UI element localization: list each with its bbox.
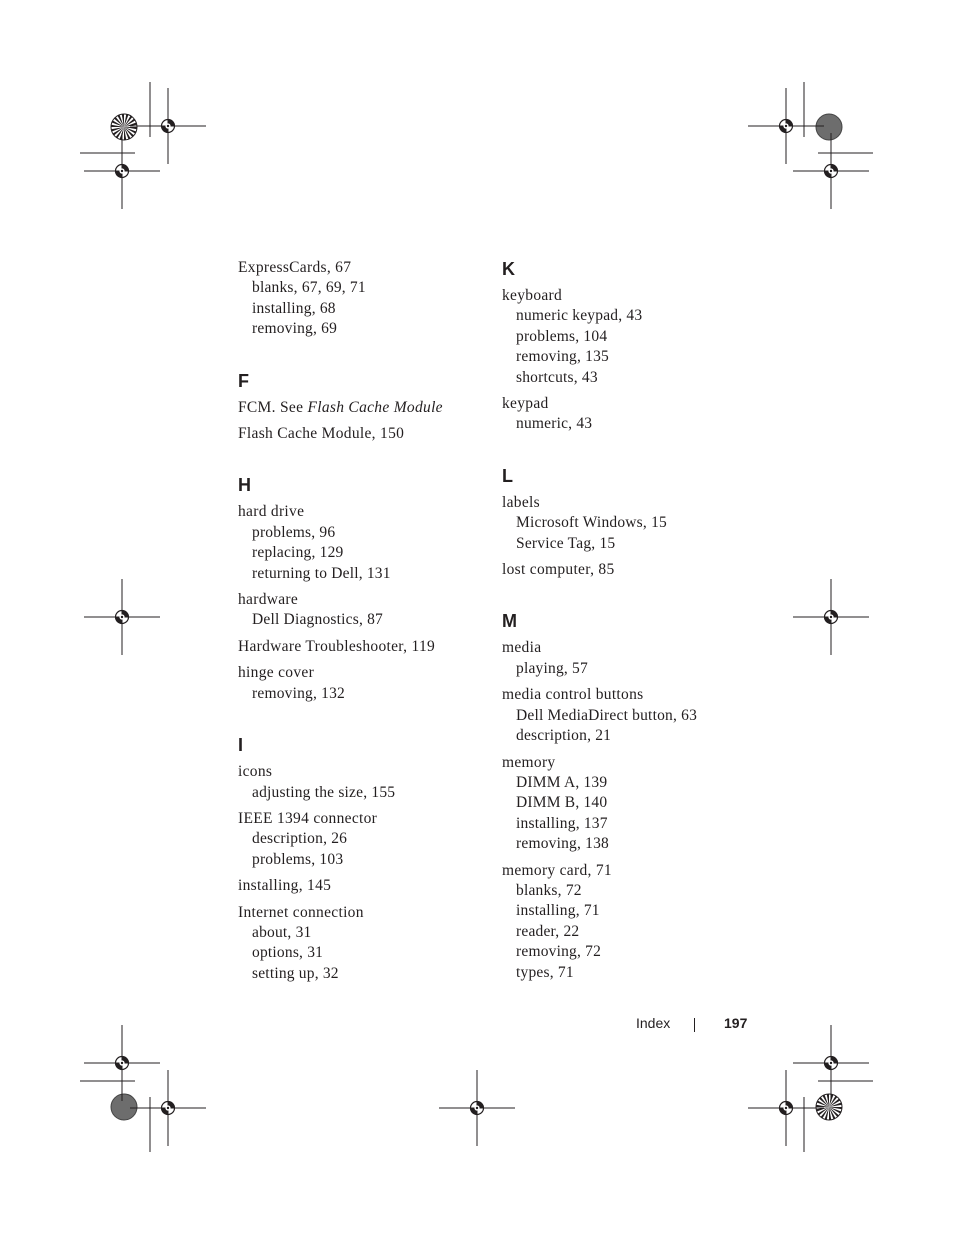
registration-mark-icon	[793, 579, 869, 655]
entry-subterm: about, 31	[252, 923, 312, 941]
entry-subterm: setting up, 32	[252, 964, 339, 982]
entry-term	[238, 424, 488, 444]
entry-term	[502, 861, 752, 881]
entry-term	[238, 762, 488, 782]
entry-term	[238, 809, 488, 829]
color-bar-icon	[111, 114, 137, 140]
entry-term-text: media control buttons	[502, 686, 644, 704]
section-letter: H	[238, 475, 251, 496]
entry-subterm: DIMM B, 140	[516, 794, 608, 812]
entry-subterm: problems, 104	[516, 327, 608, 345]
entry-subterm: installing, 137	[516, 814, 608, 832]
index-entry	[238, 398, 488, 418]
entry-subterm: numeric keypad, 43	[516, 307, 643, 325]
entry-term-text: hinge cover	[238, 664, 315, 682]
entry-term	[502, 638, 752, 658]
index-entry	[502, 638, 752, 679]
entry-subterm: playing, 57	[516, 659, 588, 677]
entry-term-text: memory	[502, 753, 556, 771]
entry-subterm: types, 71	[516, 963, 574, 981]
entry-term-text: ExpressCards, 67	[238, 259, 352, 276]
entry-subterm: shortcuts, 43	[516, 368, 598, 386]
color-bar-icon	[816, 1094, 842, 1120]
entry-subterm: numeric, 43	[516, 415, 593, 433]
entry-subterm: removing, 138	[516, 835, 610, 853]
index-entry	[238, 502, 488, 584]
entry-subterm: replacing, 129	[252, 544, 344, 562]
entry-term-text: media	[502, 639, 542, 657]
entry-subterm: removing, 69	[252, 320, 338, 338]
entry-subterm: Dell Diagnostics, 87	[252, 611, 383, 629]
registration-mark-icon	[84, 133, 160, 209]
entry-subterm: removing, 72	[516, 943, 602, 961]
index-entry	[238, 903, 488, 985]
entry-term-text: lost computer, 85	[502, 561, 615, 579]
entry-term-text: Internet connection	[238, 903, 364, 921]
registration-mark-icon	[130, 88, 206, 164]
entry-term-text: memory card, 71	[502, 861, 612, 879]
registration-mark-icon	[748, 88, 824, 164]
entry-term-text: Hardware Troubleshooter, 119	[238, 637, 436, 655]
registration-mark-icon	[84, 1025, 160, 1101]
entry-subterm: returning to Dell, 131	[252, 564, 391, 582]
entry-term-text: labels	[502, 493, 540, 511]
index-entry	[502, 861, 752, 983]
section-letter: F	[238, 370, 249, 391]
entry-subterm: Microsoft Windows, 15	[516, 514, 667, 532]
entry-term	[238, 590, 488, 610]
index-entry	[238, 424, 488, 444]
entry-term-text: IEEE 1394 connector	[238, 809, 378, 827]
color-bar-icon	[111, 1094, 137, 1120]
index-entry	[502, 286, 752, 388]
entry-term-text: installing, 145	[238, 877, 332, 895]
entry-term-text: hard drive	[238, 503, 305, 521]
entry-term	[238, 903, 488, 923]
entry-cross-reference: Flash Cache Module	[307, 398, 443, 416]
registration-mark-icon	[84, 579, 160, 655]
entry-subterm: options, 31	[252, 944, 324, 962]
page-number: 197	[724, 1015, 748, 1031]
entry-subterm: removing, 132	[252, 684, 346, 702]
registration-mark-icon	[439, 1070, 515, 1146]
index-column-left	[238, 258, 488, 990]
entry-term	[502, 286, 752, 306]
registration-mark-icon	[793, 1025, 869, 1101]
entry-term	[502, 685, 752, 705]
entry-subterm: blanks, 67, 69, 71	[252, 279, 366, 297]
entry-subterm: problems, 103	[252, 850, 344, 868]
entry-subterm: Dell MediaDirect button, 63	[516, 706, 698, 724]
entry-subterm: adjusting the size, 155	[252, 783, 396, 801]
entry-term	[502, 753, 752, 773]
entry-term-text: Flash Cache Module, 150	[238, 425, 405, 443]
entry-term	[238, 398, 488, 418]
index-entry	[502, 753, 752, 855]
section-letter: K	[502, 259, 515, 279]
entry-subterm: reader, 22	[516, 922, 580, 940]
entry-term	[502, 493, 752, 513]
entry-term-text: icons	[238, 763, 273, 781]
entry-term	[502, 394, 752, 414]
index-entry	[238, 809, 488, 870]
index-entry	[238, 637, 488, 657]
entry-term	[238, 637, 488, 657]
entry-term	[238, 876, 488, 896]
section-letter: L	[502, 465, 513, 486]
index-entry	[238, 876, 488, 896]
color-bar-icon	[816, 114, 842, 140]
registration-mark-icon	[130, 1070, 206, 1146]
index-entry	[238, 762, 488, 803]
entry-subterm: DIMM A, 139	[516, 773, 608, 791]
entry-subterm: removing, 135	[516, 348, 610, 366]
entry-subterm: description, 21	[516, 727, 612, 745]
index-column-right	[502, 228, 752, 989]
entry-term	[502, 560, 752, 580]
section-letter: M	[502, 611, 517, 632]
entry-term-text: FCM. See	[238, 398, 308, 416]
index-entry	[502, 560, 752, 580]
footer-label: Index	[636, 1015, 671, 1031]
entry-term	[238, 663, 488, 683]
entry-term-text: hardware	[238, 591, 299, 609]
entry-subterm: description, 26	[252, 830, 348, 848]
entry-subterm: Service Tag, 15	[516, 534, 616, 552]
registration-mark-icon	[793, 133, 869, 209]
entry-subterm: blanks, 72	[516, 881, 582, 899]
entry-subterm: problems, 96	[252, 523, 336, 541]
entry-subterm: installing, 68	[252, 299, 336, 317]
index-entry	[502, 493, 752, 554]
index-entry	[238, 258, 488, 340]
entry-subterm: installing, 71	[516, 902, 600, 920]
registration-mark-icon	[748, 1070, 824, 1146]
footer-separator	[694, 1018, 695, 1032]
entry-term-text: keyboard	[502, 287, 563, 304]
index-entry	[238, 663, 488, 704]
entry-term-text: keypad	[502, 395, 549, 413]
entry-term	[238, 502, 488, 522]
entry-term	[238, 258, 488, 278]
section-letter: I	[238, 735, 244, 756]
index-entry	[502, 394, 752, 435]
index-entry	[502, 685, 752, 746]
index-entry	[238, 590, 488, 631]
